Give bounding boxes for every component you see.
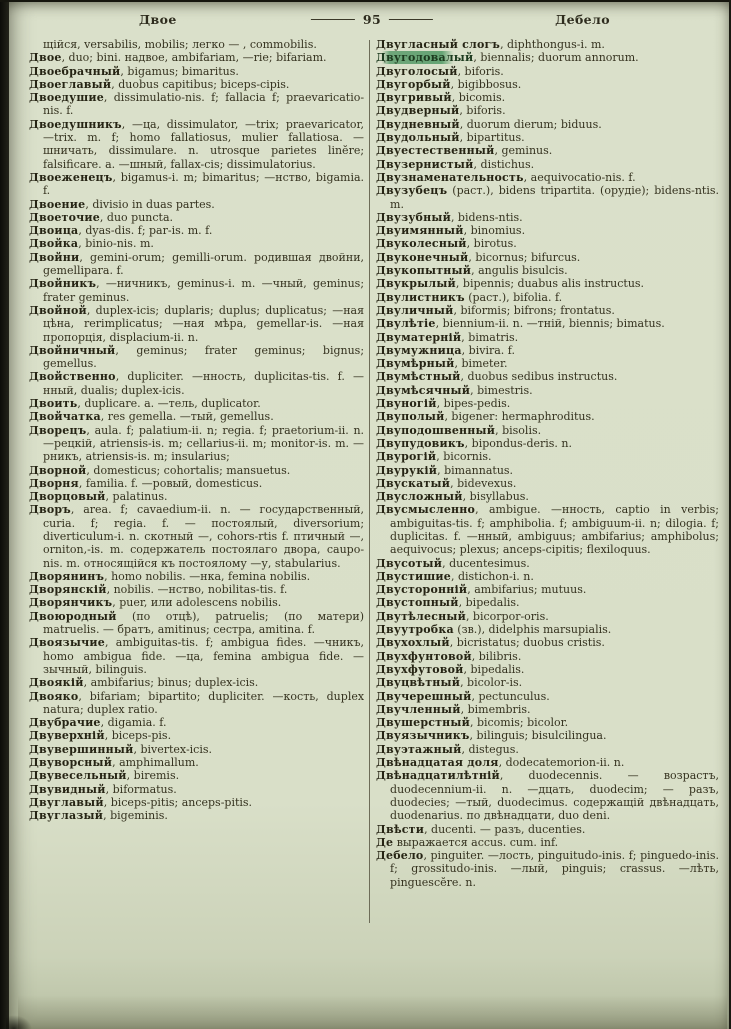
page-number (311, 12, 433, 27)
entry-headword: Двуестественный (376, 144, 495, 158)
entry-headword: Двоица (29, 224, 79, 238)
entry-headword: Двулистникъ (376, 290, 465, 304)
entry-headword: Двуимянный (376, 224, 464, 238)
entry-headword: Двоязычие (29, 636, 105, 650)
dictionary-entry: Двузернистый, distichus. (376, 157, 535, 171)
entry-headword: Двузнаменательность (376, 170, 524, 184)
dictionary-entry: Двоение, divisio in duas partes. (29, 197, 215, 211)
entry-headword: Двусотый (376, 556, 443, 570)
dictionary-entry: Двузубецъ (раст.), bidens tripartita. (орудіе); bidens-ntis. m. (376, 184, 719, 211)
entry-headword: Двумѣсячный (376, 383, 471, 397)
dictionary-entry: Двоеточие, duo puncta. (29, 210, 174, 224)
entry-headword: Двукопытный (376, 264, 472, 278)
page-number-rule-left (311, 19, 355, 20)
entry-headword: Двузернистый (376, 157, 474, 171)
entry-headword: Двугорбый (376, 77, 451, 91)
dictionary-entry: Двустопный, bipedalis. (376, 596, 520, 610)
entry-headword: Двусмысленно (376, 503, 476, 517)
entry-headword: Двучерешный (376, 689, 472, 703)
entry-headword: Дворянчикъ (29, 596, 113, 610)
entry-headword: Двуглавый (29, 795, 104, 809)
dictionary-entry: Двутѣлесный, bicorpor-oris. (376, 609, 549, 623)
dictionary-entry: Двоица, dyas-dis. f; par-is. m. f. (29, 224, 213, 238)
entry-headword: Двойчатка (29, 410, 101, 424)
entry-headword: Дебело (376, 849, 424, 863)
entry-headword: Двойничный (29, 343, 116, 357)
entry-headword: Двуполый (376, 410, 445, 424)
dictionary-entry: Дебело, pinguiter. —лость, pinguitudo-inis. f; pinguedo-inis. f; grossitudo-inis. —лый, pinguis; crassus. —лѣть, pinguescĕre. n. (376, 849, 719, 889)
dictionary-page (9, 2, 729, 1029)
dictionary-entry: Двудольный, bipartitus. (376, 131, 525, 145)
dictionary-entry: Двухохлый, bicristatus; duobus cristis. (376, 636, 605, 650)
scan-bottom-shadow (18, 995, 727, 1029)
dictionary-entry: Двоеглавый, duobus capitibus; biceps-cipis. (29, 77, 290, 91)
entry-headword: Двумужница (376, 343, 462, 357)
dictionary-entry: Двурукій, bimannatus. (376, 463, 514, 477)
dictionary-entry: Двухфутовой, bipedalis. (376, 662, 525, 676)
entry-headword: Двуцвѣтный (376, 676, 461, 690)
entry-headword: Двудольный (376, 131, 460, 145)
dictionary-entry: Двуличный, biformis; bifrons; frontatus. (376, 303, 615, 317)
dictionary-entry: Двурогій, bicornis. (376, 450, 492, 464)
dictionary-entry: Двумѣстный, duobus sedibus instructus. (376, 370, 618, 384)
entry-headword: Двойственно (29, 370, 116, 384)
dictionary-entry: Двоить, duplicare. a. —тель, duplicator. (29, 397, 261, 411)
entry-headword: Дворъ (29, 503, 71, 517)
dictionary-entry: Двуестественный, geminus. (376, 144, 553, 158)
dictionary-entry: Двоякій, ambifarius; binus; duplex-icis. (29, 676, 259, 690)
dictionary-entry: щійся, versabilis, mobilis; легко — , commobilis. (43, 38, 317, 51)
entry-headword: Двувершинный (29, 742, 134, 756)
entry-headword: Дворцовый (29, 490, 106, 504)
dictionary-entry: Дворцовый, palatinus. (29, 490, 168, 504)
dictionary-entry: Двуногій, bipes-pedis. (376, 397, 511, 411)
dictionary-entry: Двумѣсячный, bimestris. (376, 383, 533, 397)
entry-headword: Двуконечный (376, 250, 469, 264)
dictionary-entry: Двулистникъ (раст.), bifolia. f. (376, 290, 563, 304)
entry-headword: Двухфунтовой (376, 649, 472, 663)
text-columns (29, 38, 719, 983)
entry-headword: Двѣсти (376, 822, 425, 836)
page-header (29, 12, 715, 34)
dictionary-entry: Двубрачие, digamia. f. (29, 716, 167, 730)
entry-headword: Двуязычникъ (376, 729, 470, 743)
entry-headword: Двуглазый (29, 809, 104, 823)
dictionary-entry: Де выражается accus. cum. inf. (376, 835, 559, 849)
dictionary-entry: Двузубный, bidens-ntis. (376, 210, 523, 224)
dictionary-entry: Двойникъ, —ничникъ, geminus-i. m. —чный, geminus; frater geminus. (29, 277, 365, 304)
entry-headword: Двойникъ (29, 277, 97, 291)
dictionary-entry: Двуглазый, bigeminis. (29, 809, 168, 823)
dictionary-entry: Двухфунтовой, bilibris. (376, 649, 522, 663)
entry-headword: Двойка (29, 237, 79, 251)
dictionary-entry: Двулѣтie, biennium-ii. n. —тній, biennis; bimatus. (376, 317, 665, 331)
header-catchword-left: Двое (139, 12, 177, 27)
entry-headword: Двуногій (376, 397, 437, 411)
dictionary-entry: Двувесельный, biremis. (29, 769, 180, 783)
dictionary-entry: Двуутробка (зв.), didelphis marsupialis. (376, 623, 612, 637)
entry-headword: Дворной (29, 463, 87, 477)
dictionary-entry: Двуколесный, birotus. (376, 237, 517, 251)
dictionary-entry: Двуподошвенный, bisolis. (376, 423, 542, 437)
dictionary-entry: Двоедушие, dissimulatio-nis. f; fallacia f; praevaricatio-nis. f. (29, 91, 365, 118)
dictionary-entry: Двуверхній, biceps-pis. (29, 729, 172, 743)
dictionary-entry: Двузнаменательность, aequivocatio-nis. f. (376, 170, 636, 184)
dictionary-entry: Двугласный слогъ, diphthongus-i. m. (376, 38, 605, 51)
dictionary-entry: Двойчатка, res gemella. —тый, gemellus. (29, 410, 274, 424)
dictionary-entry: Двойной, duplex-icis; duplaris; duplus; duplicatus; —ная цѣна, rerimplicatus; —ная мѣра, gemellar-is. —ная пропорція, displacium-ii. n. (29, 303, 365, 344)
entry-headword: Двурукій (376, 463, 438, 477)
entry-headword: Двуматерній (376, 330, 462, 344)
entry-headword: Двумѣстный (376, 370, 461, 384)
dictionary-entry: Двоюродный (по отцѣ), patruelis; (по матери) matruelis. — братъ, amitinus; сестра, amitina. f. (29, 609, 365, 637)
dictionary-entry: Двумужница, bivira. f. (376, 343, 515, 357)
dictionary-entry: Двусмысленно, ambigue. —нность, captio in verbis; ambiguitas-tis. f; amphibolia. f; ambiguum-ii. n; dilogia. f; duplicitas. f. —нный, ambiguus; ambifarius; amphibolus; aequivocus; plexus; anceps-cipitis; flexiloquus. (376, 503, 719, 557)
entry-headword: Двудневный (376, 117, 460, 131)
entry-headword: Двушерстный (376, 716, 470, 730)
entry-headword: Двупудовикъ (376, 436, 465, 450)
dictionary-entry: Двѣнадцатая доля, dodecatemorion-ii. n. (376, 756, 625, 770)
dictionary-entry: Двѣсти, ducenti. — разъ, ducenties. (376, 822, 586, 836)
dictionary-entry: Двуматерній, bimatris. (376, 330, 519, 344)
dictionary-entry: Двуголосый, biforis. (376, 64, 504, 78)
dictionary-entry: Дворецъ, aula. f; palatium-ii. n; regia. f; praetorium-ii. n. —рецкій, atriensis-is. m; cellarius-ii. m; monitor-is. m. —рникъ, atriensis-is. m; insularius; (29, 423, 365, 464)
dictionary-entry: Двойка, binio-nis. m. (29, 237, 154, 251)
entry-headword: Двустишие (376, 569, 451, 583)
entry-headword: Дворянинъ (29, 569, 105, 583)
dictionary-entry: Двуглавый, biceps-pitis; anceps-pitis. (29, 795, 253, 809)
entry-headword: Двусложный (376, 490, 463, 504)
dictionary-entry: Двучленный, bimembris. (376, 702, 531, 716)
header-catchword-right: Дебело (555, 12, 610, 27)
entry-headword: Двузубецъ (376, 184, 448, 198)
dictionary-entry: Дворъ, area. f; cavaedium-ii. n. — государственный, curia. f; regia. f. — постоялый, diversorium; diverticulum-i. n. скотный —, cohors-rtis f. птичный —, orniton,-is. m. содержатель постоялаго двора, caupo-nis. m. относящійся къ постоялому —у, stabularius. (29, 503, 365, 570)
dictionary-entry: Двуцвѣтный, bicolor-is. (376, 676, 523, 690)
entry-headword: Двускатый (376, 476, 451, 490)
entry-headword: Двугодовалый (376, 51, 474, 65)
entry-headword: Двуличный (376, 303, 454, 317)
entry-headword: Двѣнадцатая доля (376, 756, 499, 770)
entry-headword: Дворянскій (29, 583, 107, 597)
dictionary-entry: Двушерстный, bicomis; bicolor. (376, 716, 569, 730)
entry-headword: Двугривый (376, 91, 452, 105)
dictionary-entry: Двустишие, distichon-i. n. (376, 569, 534, 583)
entry-headword: Двувидный (29, 782, 106, 796)
dictionary-entry: Дворянскій, nobilis. —нство, nobilitas-tis. f. (29, 583, 288, 597)
scan-edge-left (0, 0, 9, 1029)
dictionary-entry: Двоеженецъ, bigamus-i. m; bimaritus; —нство, bigamia. f. (29, 170, 365, 198)
entry-headword: Де (376, 835, 394, 849)
entry-headword: Двуголосый (376, 64, 458, 78)
dictionary-entry: Двупудовикъ, bipondus-deris. n. (376, 436, 572, 450)
dictionary-entry: Двугодовалый, biennalis; duorum annorum. (376, 51, 639, 65)
entry-headword: Двоеженецъ (29, 170, 113, 184)
entry-headword: Двояко (29, 689, 79, 703)
page-number-value: 95 (362, 12, 382, 27)
entry-headword: Двоеглавый (29, 77, 112, 91)
entry-headword: Двуверхній (29, 729, 105, 743)
dictionary-entry: Двойственно, dupliciter. —нность, duplicitas-tis. f. —нный, dualis; duplex-icis. (29, 370, 365, 397)
dictionary-entry: Двускатый, bidevexus. (376, 476, 517, 490)
left-column (29, 38, 364, 983)
entry-headword: Двучленный (376, 702, 461, 716)
dictionary-entry: Двуконечный, bicornus; bifurcus. (376, 250, 581, 264)
page-number-rule-right (389, 19, 433, 20)
entry-headword: Двуэтажный (376, 742, 462, 756)
entry-headword: Двоюродный (29, 609, 117, 623)
entry-headword: Двоедушие (29, 91, 104, 105)
column-divider-rule (369, 40, 370, 923)
entry-headword: Двухохлый (376, 636, 450, 650)
scan-corner-blemish (6, 1015, 32, 1029)
entry-headword: Двутѣлесный (376, 609, 466, 623)
dictionary-entry: Двусторонній, ambifarius; mutuus. (376, 583, 587, 597)
entry-headword: Двуворсный (29, 756, 113, 770)
entry-headword: Двоение (29, 197, 86, 211)
dictionary-entry: Двукопытный, angulis bisulcis. (376, 264, 568, 278)
entry-headword: Двухфутовой (376, 662, 464, 676)
entry-headword: Двойной (29, 303, 87, 317)
entry-headword: Двурогій (376, 450, 437, 464)
entry-headword: Двустопный (376, 596, 459, 610)
dictionary-entry: Двугривый, bicomis. (376, 91, 506, 105)
dictionary-entry: Двуимянный, binomius. (376, 224, 526, 238)
entry-headword: Двоедушникъ (29, 117, 122, 131)
right-column (376, 38, 719, 983)
entry-headword: Двѣнадцатилѣтній (376, 769, 500, 783)
dictionary-entry: Двудневный, duorum dierum; biduus. (376, 117, 602, 131)
scan-edge-top (0, 0, 731, 2)
entry-headword: Дворня (29, 476, 79, 490)
entry-headword: Двулѣтie (376, 317, 436, 331)
dictionary-entry: Двусотый, ducentesimus. (376, 556, 530, 570)
dictionary-entry: Дворянинъ, homo nobilis. —нка, femina nobilis. (29, 569, 311, 583)
dictionary-entry: Двуворсный, amphimallum. (29, 756, 199, 770)
entry-headword: Двоить (29, 397, 78, 411)
dictionary-entry: Дворня, familia. f. —ровый, domesticus. (29, 476, 263, 490)
dictionary-entry: Двоебрачный, bigamus; bimaritus. (29, 64, 239, 78)
entry-headword: Двукрылый (376, 277, 456, 291)
dictionary-entry: Двуполый, bigener: hermaphroditus. (376, 410, 595, 424)
dictionary-entry: Двукрылый, bipennis; duabus alis instructus. (376, 277, 645, 291)
entry-headword: Двуподошвенный (376, 423, 496, 437)
dictionary-entry: Двуязычникъ, bilinguis; bisulcilingua. (376, 729, 607, 743)
dictionary-entry: Двувершинный, bivertex-icis. (29, 742, 212, 756)
dictionary-entry: Двуэтажный, distegus. (376, 742, 519, 756)
entry-headword: Дворецъ (29, 423, 87, 437)
dictionary-entry: Двоязычие, ambiguitas-tis. f; ambigua fides. —чникъ, homo ambigua fide. —ца, femina ambigua fide. —зычный, bilinguis. (29, 636, 365, 676)
entry-headword: Двоеточие (29, 210, 100, 224)
entry-headword: Двумѣрный (376, 357, 455, 371)
dictionary-entry: Дворной, domesticus; cohortalis; mansuetus. (29, 463, 291, 477)
entry-headword: Двоякій (29, 676, 84, 690)
dictionary-entry: Двѣнадцатилѣтній, duodecennis. — возрастъ, duodecennium-ii. n. —дцать, duodecim; — разъ, duodecies; —тый, duodecimus. содержащій двѣнадцать, duodenarius. по двѣнадцати, duo deni. (376, 769, 719, 823)
dictionary-entry: Двувидный, biformatus. (29, 782, 177, 796)
entry-headword: Двое (29, 51, 62, 65)
dictionary-entry: Двугорбый, bigibbosus. (376, 77, 522, 91)
entry-headword: Двузубный (376, 210, 451, 224)
dictionary-entry: Дворянчикъ, puer, или adolescens nobilis. (29, 596, 282, 610)
dictionary-entry: Двучерешный, pectunculus. (376, 689, 550, 703)
dictionary-entry: Двоедушникъ, —ца, dissimulator, —trix; praevaricator, —trix. m. f; homo fallatiosus, mulier fallatiosa. — шничать, dissimulare. n. utrosque parietes linĕre; falsificare. a. —шный, fallax-cis; dissimulatorius. (29, 117, 365, 171)
entry-headword: Двуутробка (376, 623, 454, 637)
dictionary-entry: Двудверный, biforis. (376, 104, 506, 118)
entry-headword: Двугласный слогъ (376, 38, 501, 51)
entry-headword: Двойни (29, 250, 80, 264)
dictionary-entry: Двойни, gemini-orum; gemilli-orum. родившая двойни, gemellipara. f. (29, 250, 365, 278)
entry-headword: Двуколесный (376, 237, 467, 251)
entry-headword: Двусторонній (376, 583, 468, 597)
dictionary-entry: Двое, duo; bini. надвое, ambifariam, —rie; bifariam. (29, 51, 327, 65)
dictionary-entry: Двусложный, bisyllabus. (376, 490, 529, 504)
entry-headword: Двувесельный (29, 769, 127, 783)
dictionary-entry: Двояко, bifariam; bipartito; dupliciter. —кость, duplex natura; duplex ratio. (29, 689, 365, 716)
dictionary-entry: Двойничный, geminus; frater geminus; bignus; gemellus. (29, 343, 365, 371)
entry-headword: Двудверный (376, 104, 460, 118)
entry-headword: Двоебрачный (29, 64, 121, 78)
entry-headword: Двубрачие (29, 716, 101, 730)
dictionary-entry: Двумѣрный, bimeter. (376, 357, 508, 371)
